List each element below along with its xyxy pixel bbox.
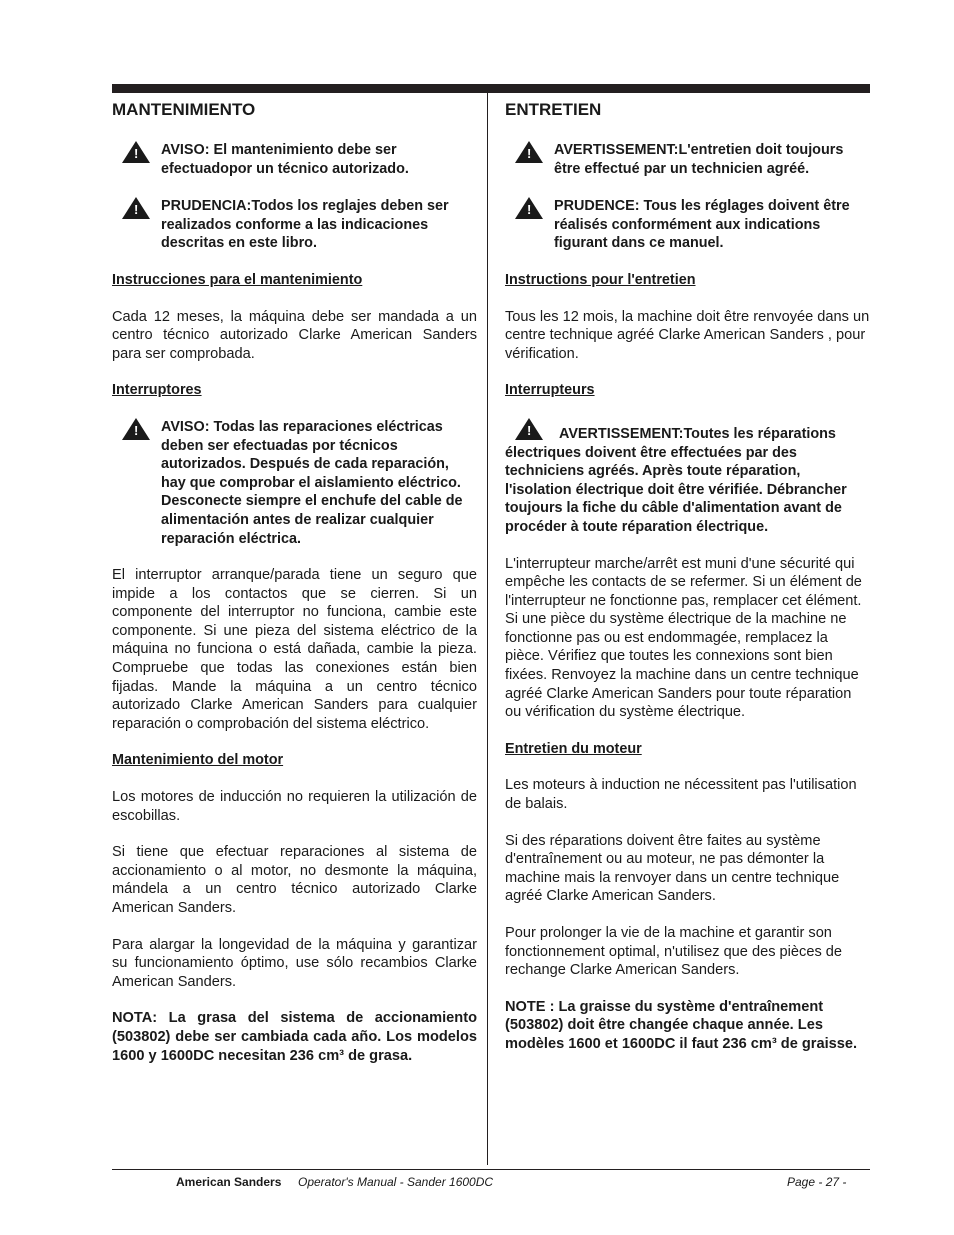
subheading-moteur: Entretien du moteur — [505, 740, 642, 757]
heading-mantenimiento: MANTENIMIENTO — [112, 100, 256, 119]
warning-aviso-mantenimiento — [112, 141, 477, 178]
paragraph: Cada 12 meses, la máquina debe ser mandada a un centro técnico autorizado Clarke American Sanders para ser comprobada. — [112, 308, 477, 362]
heading-entretien: ENTRETIEN — [505, 100, 602, 119]
warning-text: AVISO: El mantenimiento debe ser efectuadopor un técnico autorizado. — [161, 142, 409, 177]
warning-text: AVERTISSEMENT:L'entretien doit toujours être effectué par un technicien agréé. — [554, 142, 844, 177]
warning-triangle-icon — [515, 141, 543, 163]
paragraph: Pour prolonger la vie de la machine et garantir son fonctionnement optimal, n'utilisez que des pièces de rechange Clarke American Sanders. — [505, 925, 843, 979]
warning-text: PRUDENCIA:Todos los reglajes deben ser realizados conforme a las indicaciones descritas en este libro. — [161, 198, 449, 252]
warning-text: PRUDENCE: Tous les réglages doivent être réalisés conformément aux indications figurant dans ce manuel. — [554, 198, 850, 252]
paragraph: Para alargar la longevidad de la máquina y garantizar su funcionamiento óptimo, use sólo recambios Clarke American Sanders. — [112, 936, 477, 990]
paragraph: Les moteurs à induction ne nécessitent pas l'utilisation de balais. — [505, 777, 857, 813]
footer-manual-title: Operator's Manual - Sander 1600DC — [298, 1175, 494, 1189]
footer-rule — [112, 1169, 870, 1170]
paragraph: Si tiene que efectuar reparaciones al sistema de accionamiento o al motor, no desmonte la máquina, mándela a un centro técnico autorizado Clarke American Sanders. — [112, 844, 477, 916]
warning-triangle-icon — [515, 418, 543, 440]
warning-triangle-icon — [122, 197, 150, 219]
header-rule — [112, 84, 870, 93]
subheading-interrupteurs: Interrupteurs — [505, 382, 595, 399]
note: NOTE : La graisse du système d'entraînement (503802) doit être changée chaque année. Les modèles 1600 et 1600DC il faut 236 cm³ de graisse. — [505, 998, 858, 1052]
footer-page-number: Page - 27 - — [787, 1175, 847, 1189]
subheading-interruptores: Interruptores — [112, 382, 202, 399]
column-divider — [487, 93, 488, 1165]
warning-avertissement-electriques — [505, 418, 870, 537]
warning-avertissement-entretien — [505, 141, 870, 178]
column-french — [505, 100, 870, 1054]
footer-brand: American Sanders — [176, 1175, 282, 1189]
paragraph: Los motores de inducción no requieren la utilización de escobillas. — [112, 789, 477, 824]
subheading-instrucciones: Instrucciones para el mantenimiento — [112, 271, 363, 288]
warning-text: AVERTISSEMENT:Toutes les réparations électriques doivent être effectuées par des techniciens agréés. Après toute réparation, l'isolation électrique doit être vérifiée. Débrancher toujours la fiche du câble d'alimentation avant de procéder à toute réparation électrique. — [505, 425, 847, 535]
warning-triangle-icon — [515, 197, 543, 219]
subheading-instructions: Instructions pour l'entretien — [505, 271, 696, 288]
paragraph: Si des réparations doivent être faites au système d'entraînement ou au moteur, ne pas démonter la machine mais la renvoyer dans un centre technique agréé Clarke American Sanders. — [505, 832, 840, 905]
paragraph: L'interrupteur marche/arrêt est muni d'une sécurité qui empêche les contacts de se refermer. Si un élément de l'interrupteur ne fonctionne pas, remplacer cet élément. Si une pièce du système électrique de la machine ne fonctionne pas ou est endommagée, remplacez la pièce. Vérifiez que toutes les connexions sont bien fixées. Renvoyez la machine dans un centre technique agréé Clarke American Sanders pour toute réparation ou vérification du système électrique. — [505, 555, 862, 721]
subheading-motor: Mantenimiento del motor — [112, 752, 284, 769]
warning-prudence — [505, 197, 870, 253]
warning-aviso-electricas — [112, 418, 477, 548]
paragraph: El interruptor arranque/parada tiene un seguro que impide a los contactos que se cierren. Si un componente del interruptor no funciona, cambie este componente. Si une pieza del sistema eléctrico de la máquina no funciona o está dañada, cambie la pieza. Compruebe que todas las conexiones están bien fijadas. Mande la máquina a un centro técnico autorizado Clarke American Sanders para cualquier reparación o comprobación del sistema eléctrico. — [112, 567, 477, 732]
warning-prudencia — [112, 197, 477, 253]
note: NOTA: La grasa del sistema de accionamiento (503802) debe ser cambiada cada año. Los modelos 1600 y 1600DC necesitan 236 cm³ de grasa. — [112, 1010, 477, 1064]
paragraph: Tous les 12 mois, la machine doit être renvoyée dans un centre technique agréé Clarke American Sanders , pour vérification. — [505, 308, 870, 362]
column-spanish — [112, 100, 477, 1065]
warning-triangle-icon — [122, 418, 150, 440]
warning-text: AVISO: Todas las reparaciones eléctricas deben ser efectuadas por técnicos autorizados. Después de cada reparación, hay que comprobar el aislamiento eléctrico. Desconecte siempre el enchufe del cable de alimentación antes de realizar cualquier reparación eléctrica. — [161, 418, 463, 547]
warning-triangle-icon — [122, 141, 150, 163]
